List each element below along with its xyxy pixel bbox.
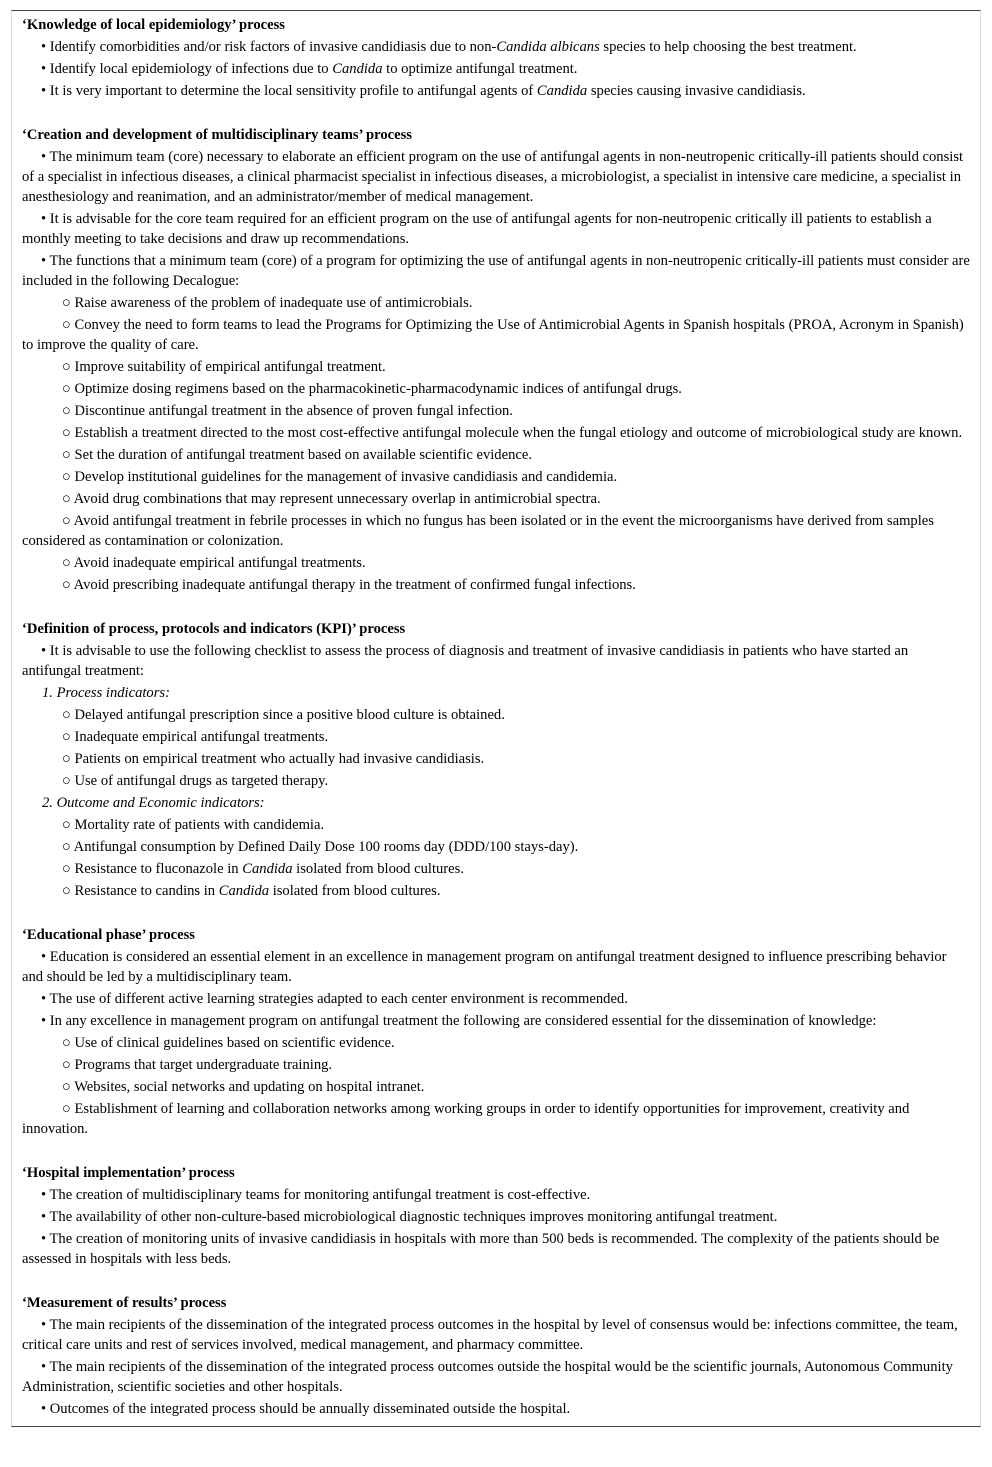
text-run: Education is considered an essential element in an excellence in management program on antifungal treatment designed to influence prescribing behavior and should be led by a multidisciplinary team.	[22, 949, 947, 985]
circle-bullet-icon: ○	[62, 773, 75, 789]
bullet-icon: •	[41, 1013, 50, 1029]
circle-bullet-icon: ○	[62, 1079, 75, 1095]
sub-bullet-item	[22, 401, 970, 421]
text-run: The use of different active learning strategies adapted to each center environment is recommended.	[49, 991, 628, 1007]
text-run: Websites, social networks and updating on hospital intranet.	[74, 1079, 425, 1095]
sub-bullet-item	[22, 575, 970, 595]
bullet-item	[22, 1185, 970, 1205]
italic-term: Candida	[536, 83, 588, 99]
process-section	[22, 1293, 970, 1419]
sub-bullet-item	[22, 705, 970, 725]
section-heading: ‘Hospital implementation’ process	[22, 1165, 235, 1181]
circle-bullet-icon: ○	[62, 359, 75, 375]
process-section	[22, 125, 970, 595]
circle-bullet-icon: ○	[62, 1101, 75, 1117]
circle-bullet-icon: ○	[62, 555, 74, 571]
sub-bullet-item	[22, 837, 970, 857]
bullet-item	[22, 1011, 970, 1031]
bullet-icon: •	[41, 149, 50, 165]
text-run: The minimum team (core) necessary to elaborate an efficient program on the use of antifungal agents in non-neutropenic critically-ill patients should consist of a specialist in infectious diseases, a clinical pharmacist specialist in infectious diseases, a microbiologist, a specialist in intensive care medicine, a specialist in anesthesiology and reanimation, and an administrator/member of medical management.	[22, 149, 964, 205]
text-run: Establishment of learning and collaboration networks among working groups in order to identify opportunities for improvement, creativity and innovation.	[22, 1101, 910, 1137]
text-run: The main recipients of the dissemination of the integrated process outcomes in the hospital by level of consensus would be: infections committee, the team, critical care units and rest of services involved, medical management, and pharmacy committee.	[22, 1317, 958, 1353]
bullet-icon: •	[41, 39, 50, 55]
bullet-icon: •	[41, 211, 50, 227]
text-run: Identify comorbidities and/or risk factors of invasive candidiasis due to non-	[49, 39, 497, 55]
subheading-item	[22, 793, 970, 813]
process-section	[22, 1163, 970, 1269]
bullet-item	[22, 147, 970, 207]
italic-term: Candida albicans	[496, 39, 600, 55]
italic-term: Candida	[218, 883, 270, 899]
text-run: Delayed antifungal prescription since a positive blood culture is obtained.	[74, 707, 505, 723]
italic-term: Candida	[242, 861, 293, 877]
sub-bullet-item	[22, 1055, 970, 1075]
text-run: Identify local epidemiology of infections due to	[49, 61, 333, 77]
text-run: isolated from blood cultures.	[292, 861, 464, 877]
bullet-item	[22, 59, 970, 79]
text-run: Antifungal consumption by Defined Daily Dose 100 rooms day (DDD/100 stays-day).	[73, 839, 579, 855]
sub-bullet-item	[22, 1033, 970, 1053]
section-heading: ‘Definition of process, protocols and indicators (KPI)’ process	[22, 621, 406, 637]
text-run: Avoid antifungal treatment in febrile processes in which no fungus has been isolated or in the event the microorganisms have derived from samples considered as contamination or colonization.	[22, 513, 934, 549]
circle-bullet-icon: ○	[62, 381, 75, 397]
bullet-item	[22, 1357, 970, 1397]
circle-bullet-icon: ○	[62, 1035, 75, 1051]
circle-bullet-icon: ○	[62, 729, 75, 745]
sub-bullet-item	[22, 727, 970, 747]
text-run: Resistance to candins in	[74, 883, 219, 899]
bullet-item	[22, 209, 970, 249]
text-run: Set the duration of antifungal treatment based on available scientific evidence.	[74, 447, 532, 463]
sub-bullet-item	[22, 771, 970, 791]
circle-bullet-icon: ○	[62, 839, 74, 855]
text-run: 1. Process indicators:	[42, 685, 170, 701]
sub-bullet-item	[22, 293, 970, 313]
bullet-icon: •	[41, 991, 50, 1007]
sub-bullet-item	[22, 445, 970, 465]
text-run: species to help choosing the best treatment.	[599, 39, 857, 55]
sub-bullet-item	[22, 749, 970, 769]
bullet-item	[22, 37, 970, 57]
sub-bullet-item	[22, 379, 970, 399]
text-run: The availability of other non-culture-based microbiological diagnostic techniques improves monitoring antifungal treatment.	[49, 1209, 778, 1225]
text-run: The creation of monitoring units of invasive candidiasis in hospitals with more than 500 beds is recommended. The complexity of the patients should be assessed in hospitals with less beds.	[22, 1231, 940, 1267]
circle-bullet-icon: ○	[62, 295, 75, 311]
text-run: Mortality rate of patients with candidemia.	[74, 817, 325, 833]
text-run: Avoid inadequate empirical antifungal treatments.	[73, 555, 366, 571]
text-run: Use of antifungal drugs as targeted therapy.	[74, 773, 329, 789]
circle-bullet-icon: ○	[62, 513, 74, 529]
text-run: Improve suitability of empirical antifungal treatment.	[74, 359, 386, 375]
text-run: species causing invasive candidiasis.	[587, 83, 806, 99]
sub-bullet-item	[22, 553, 970, 573]
sub-bullet-item	[22, 1099, 970, 1139]
bullet-icon: •	[41, 61, 50, 77]
text-run: Resistance to fluconazole in	[74, 861, 243, 877]
bullet-icon: •	[41, 1209, 50, 1225]
text-run: It is very important to determine the local sensitivity profile to antifungal agents of	[49, 83, 537, 99]
italic-term: Candida	[332, 61, 383, 77]
text-run: It is advisable to use the following checklist to assess the process of diagnosis and treatment of invasive candidiasis in patients who have started an antifungal treatment:	[22, 643, 909, 679]
bullet-icon: •	[41, 1359, 50, 1375]
bullet-icon: •	[41, 1187, 50, 1203]
circle-bullet-icon: ○	[62, 817, 75, 833]
sub-bullet-item	[22, 423, 970, 443]
bullet-icon: •	[41, 1401, 50, 1417]
bullet-icon: •	[41, 949, 50, 965]
circle-bullet-icon: ○	[62, 1057, 75, 1073]
circle-bullet-icon: ○	[62, 861, 75, 877]
text-run: Optimize dosing regimens based on the pharmacokinetic-pharmacodynamic indices of antifungal drugs.	[74, 381, 682, 397]
text-run: Avoid prescribing inadequate antifungal therapy in the treatment of confirmed fungal infections.	[73, 577, 636, 593]
process-section	[22, 925, 970, 1139]
section-heading: ‘Creation and development of multidisciplinary teams’ process	[22, 127, 412, 143]
circle-bullet-icon: ○	[62, 447, 75, 463]
sub-bullet-item	[22, 815, 970, 835]
bullet-item	[22, 1399, 970, 1419]
subheading-item	[22, 683, 970, 703]
bullet-icon: •	[41, 83, 50, 99]
process-section	[22, 619, 970, 901]
section-heading: ‘Measurement of results’ process	[22, 1295, 227, 1311]
text-run: Programs that target undergraduate training.	[74, 1057, 333, 1073]
circle-bullet-icon: ○	[62, 751, 75, 767]
recommendations-table	[11, 10, 981, 1427]
text-run: Convey the need to form teams to lead the Programs for Optimizing the Use of Antimicrobial Agents in Spanish hospitals (PROA, Acronym in Spanish) to improve the quality of care.	[22, 317, 964, 353]
text-run: The creation of multidisciplinary teams for monitoring antifungal treatment is cost-effective.	[49, 1187, 591, 1203]
text-run: Discontinue antifungal treatment in the absence of proven fungal infection.	[74, 403, 513, 419]
bullet-item	[22, 251, 970, 291]
circle-bullet-icon: ○	[62, 403, 75, 419]
sub-bullet-item	[22, 467, 970, 487]
sub-bullet-item	[22, 357, 970, 377]
text-run: Patients on empirical treatment who actually had invasive candidiasis.	[74, 751, 485, 767]
text-run: Outcomes of the integrated process should be annually disseminated outside the hospital.	[49, 1401, 571, 1417]
text-run: It is advisable for the core team required for an efficient program on the use of antifungal agents for non-neutropenic critically ill patients to establish a monthly meeting to take decisions and draw up recommendations.	[22, 211, 932, 247]
circle-bullet-icon: ○	[62, 577, 74, 593]
bullet-icon: •	[41, 1317, 50, 1333]
bullet-item	[22, 1229, 970, 1269]
text-run: Develop institutional guidelines for the management of invasive candidiasis and candidemia.	[74, 469, 618, 485]
text-run: isolated from blood cultures.	[269, 883, 441, 899]
text-run: Raise awareness of the problem of inadequate use of antimicrobials.	[74, 295, 473, 311]
text-run: Establish a treatment directed to the most cost-effective antifungal molecule when the fungal etiology and outcome of microbiological study are known.	[74, 425, 963, 441]
sub-bullet-item	[22, 881, 970, 901]
text-run: Use of clinical guidelines based on scientific evidence.	[74, 1035, 395, 1051]
circle-bullet-icon: ○	[62, 883, 75, 899]
text-run: Avoid drug combinations that may represent unnecessary overlap in antimicrobial spectra.	[73, 491, 601, 507]
text-run: to optimize antifungal treatment.	[382, 61, 578, 77]
sub-bullet-item	[22, 511, 970, 551]
text-run: The functions that a minimum team (core) of a program for optimizing the use of antifungal agents in non-neutropenic critically-ill patients must consider are included in the following Decalogue:	[22, 253, 970, 289]
bullet-icon: •	[41, 643, 50, 659]
sub-bullet-item	[22, 489, 970, 509]
section-heading: ‘Educational phase’ process	[22, 927, 195, 943]
bullet-item	[22, 81, 970, 101]
circle-bullet-icon: ○	[62, 317, 75, 333]
circle-bullet-icon: ○	[62, 469, 75, 485]
sub-bullet-item	[22, 1077, 970, 1097]
text-run: In any excellence in management program on antifungal treatment the following are considered essential for the dissemination of knowledge:	[49, 1013, 877, 1029]
text-run: 2. Outcome and Economic indicators:	[42, 795, 265, 811]
circle-bullet-icon: ○	[62, 707, 75, 723]
sub-bullet-item	[22, 315, 970, 355]
bullet-item	[22, 947, 970, 987]
section-heading: ‘Knowledge of local epidemiology’ process	[22, 17, 285, 33]
bullet-icon: •	[41, 253, 50, 269]
circle-bullet-icon: ○	[62, 425, 75, 441]
text-run: Inadequate empirical antifungal treatments.	[74, 729, 329, 745]
bullet-item	[22, 641, 970, 681]
sub-bullet-item	[22, 859, 970, 879]
process-section	[22, 15, 970, 101]
text-run: The main recipients of the dissemination of the integrated process outcomes outside the hospital would be the scientific journals, Autonomous Community Administration, scientific societies and other hospitals.	[22, 1359, 953, 1395]
bullet-item	[22, 1315, 970, 1355]
bullet-item	[22, 1207, 970, 1227]
bullet-icon: •	[41, 1231, 50, 1247]
bullet-item	[22, 989, 970, 1009]
circle-bullet-icon: ○	[62, 491, 74, 507]
